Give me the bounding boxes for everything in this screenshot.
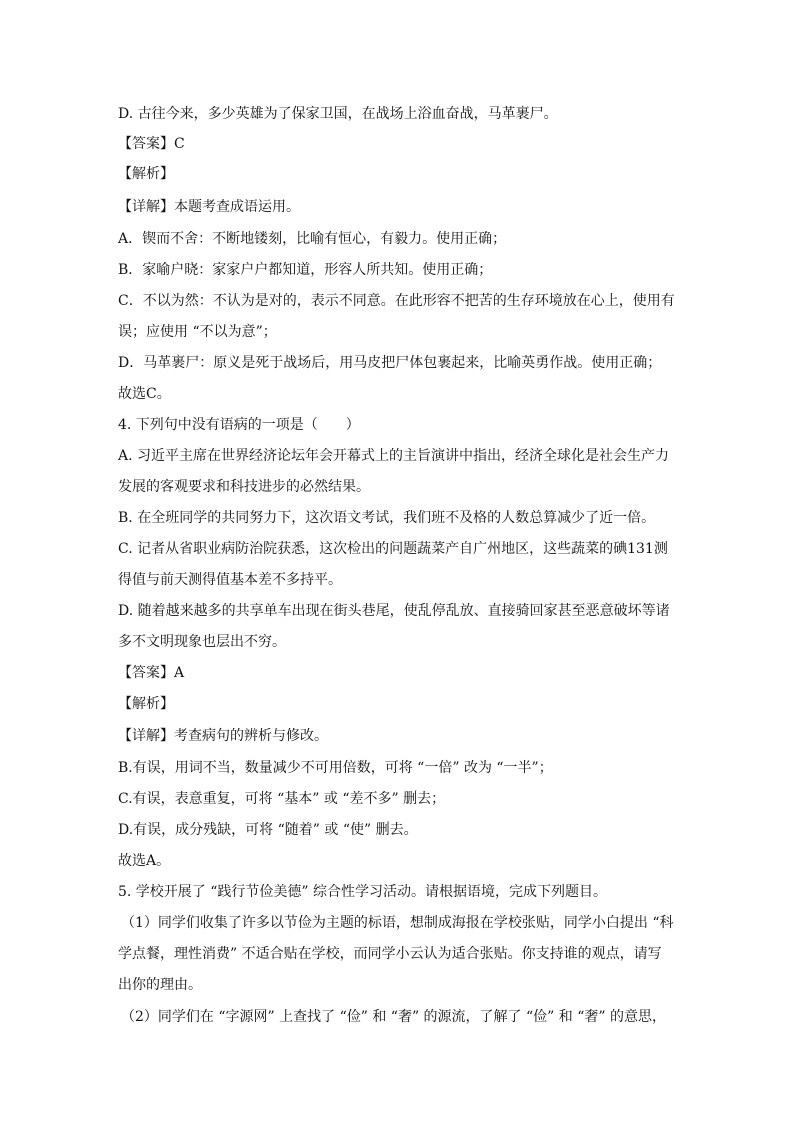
question-4-stem: 4. 下列句中没有语病的一项是（ ） [118,417,360,433]
option-b-q4: B. 在全班同学的共同努力下，这次语文考试，我们班不及格的人数总算减少了近一倍。 [118,510,656,526]
detail-q4: 【详解】考查病句的辨析与修改。 [118,728,328,744]
choice-q4: 故选A。 [118,853,171,869]
answer-q4: 【答案】A [118,665,185,681]
option-d-q4: D. 随着越来越多的共享单车出现在街头巷尾，使乱停乱放、直接骑回家甚至恶意破坏等诸 [118,603,670,619]
option-a-q4-cont: 发展的客观要求和科技进步的必然结果。 [118,479,370,495]
explain-a-q3: A．锲而不舍：不断地镂刻，比喻有恒心，有毅力。使用正确； [118,231,507,247]
option-a-q4: A. 习近平主席在世界经济论坛年会开幕式上的主旨演讲中指出，经济全球化是社会生产力 [118,448,670,464]
explain-c-q3: C．不以为然：不认为是对的，表示不同意。在此形容不把苦的生存环境放在心上，使用有 [118,293,675,309]
explain-b-q4: B.有误，用词不当，数量减少不可用倍数，可将 “一倍” 改为 “一半”； [118,760,553,776]
analysis-heading-q3: 【解析】 [118,166,174,182]
explain-b-q3: B．家喻户晓：家家户户都知道，形容人所共知。使用正确； [118,262,493,278]
option-d-q3: D. 古往今来，多少英雄为了保家卫国，在战场上浴血奋战，马革裹尸。 [118,106,558,122]
question-5-part-2: （2）同学们在 “字源网” 上查找了 “俭” 和 “奢” 的源流，了解了 “俭” 和 “奢” 的意思， [121,1009,666,1025]
detail-q3: 【详解】本题考查成语运用。 [118,199,300,215]
choice-q3: 故选C。 [118,386,171,402]
option-c-q4: C. 记者从省职业病防治院获悉，这次检出的问题蔬菜产自广州地区，这些蔬菜的碘131测 [118,541,668,557]
explain-c-q3-cont: 误；应使用 “不以为意”； [118,324,277,340]
answer-q3: 【答案】C [118,136,185,152]
explain-c-q4: C.有误，表意重复，可将 “基本” 或 “差不多” 删去； [118,791,446,807]
question-5-part-1: （1）同学们收集了许多以节俭为主题的标语，想制成海报在学校张贴，同学小白提出 “科 [121,915,674,931]
option-d-q4-cont: 多不文明现象也层出不穷。 [118,634,286,650]
analysis-heading-q4: 【解析】 [118,696,174,712]
option-c-q4-cont: 得值与前天测得值基本差不多持平。 [118,572,342,588]
question-5-part-1-end: 出你的理由。 [118,977,202,993]
question-5-stem: 5. 学校开展了 “践行节俭美德” 综合性学习活动。请根据语境，完成下列题目。 [118,884,608,900]
explain-d-q4: D.有误，成分残缺，可将 “随着” 或 “使” 删去。 [118,822,418,838]
explain-d-q3: D．马革裹尸：原义是死于战场后，用马皮把尸体包裹起来，比喻英勇作战。使用正确； [118,355,662,371]
question-5-part-1-cont: 学点餐，理性消费” 不适合贴在学校，而同学小云认为适合张贴。你支持谁的观点，请写 [118,946,662,962]
